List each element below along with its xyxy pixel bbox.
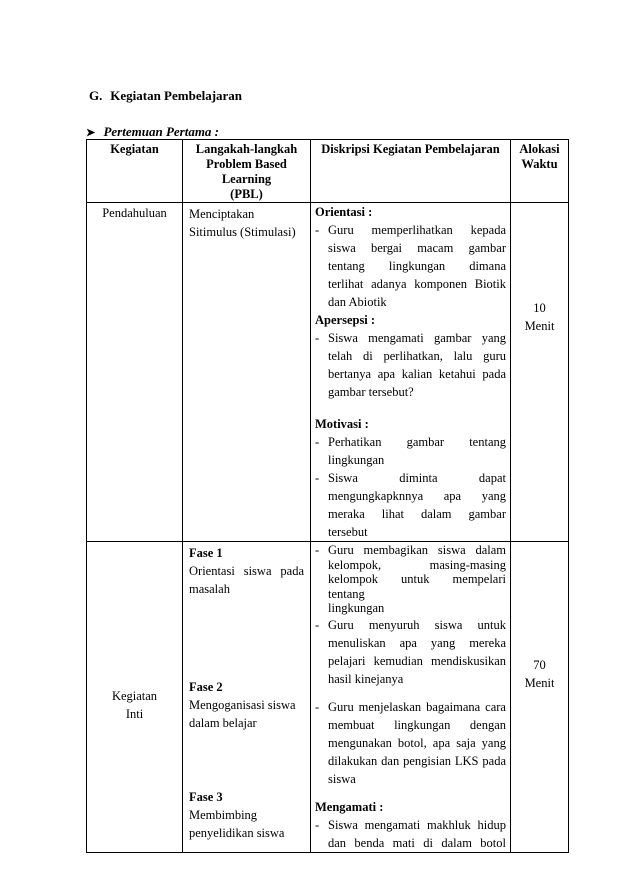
arrow-bullet-icon: ➤ (86, 127, 96, 139)
pbl-step-label: Menciptakan (189, 207, 255, 221)
orientasi-title: Orientasi : (315, 205, 373, 219)
header-langkah-pbl: Langakah-langkah Problem Based Learning (PBL) (183, 140, 311, 203)
cell-kegiatan-inti: Kegiatan Inti (87, 542, 183, 853)
fase-2: Fase 2 Mengoganisasi siswa dalam belajar (189, 680, 296, 730)
meeting-title: Pertemuan Pertama : (103, 124, 220, 139)
cell-pbl-fase (183, 542, 311, 853)
waktu-value: 10 (533, 301, 546, 315)
cell-deskripsi-inti (311, 542, 511, 853)
cell-pbl-stimulus (183, 203, 311, 542)
list-item: - Siswa diminta dapat mengungkapknnya apa yang meraka lihat dalam gambar tersebut (315, 471, 506, 539)
apersepsi-title: Apersepsi : (315, 313, 376, 327)
waktu-value: 70 (533, 658, 546, 672)
list-item: - Guru memperlihatkan kepada siswa bergai macam gambar tentang lingkungan dimana terlihat adanya komponen Biotik dan Abiotik (315, 223, 506, 309)
section-title: Kegiatan Pembelajaran (110, 88, 243, 103)
waktu-unit: Menit (524, 676, 555, 690)
header-deskripsi: Diskripsi Kegiatan Pembelajaran (311, 140, 511, 203)
list-item: - Perhatikan gambar tentang lingkungan (315, 435, 506, 467)
list-item: - Guru menjelaskan bagaimana cara membuat lingkungan dengan mengunakan botol, apa saja yang dilakukan dan pengisian LKS pada siswa (315, 699, 506, 786)
table-header-row (87, 140, 569, 203)
lesson-activity-table (86, 139, 569, 853)
cell-kegiatan-pendahuluan: Pendahuluan (87, 203, 183, 542)
header-alokasi-waktu: Alokasi Waktu (511, 140, 569, 203)
table-row-inti (87, 542, 569, 853)
fase-1: Fase 1 Orientasi siswa pada masalah (189, 546, 304, 596)
section-heading (89, 88, 242, 104)
list-item: - Guru menyuruh siswa untuk menuliskan apa yang mereka pelajari kemudian mendiskusikan hasil kinejanya (315, 617, 506, 686)
motivasi-title: Motivasi : (315, 417, 369, 431)
cell-waktu-pendahuluan (511, 203, 569, 542)
pbl-step-label: Sitimulus (Stimulasi) (189, 225, 296, 239)
cell-waktu-inti (511, 542, 569, 853)
list-item: - Siswa mengamati makhluk hidup dan benda mati di dalam botol (315, 817, 506, 850)
header-kegiatan: Kegiatan (87, 140, 183, 203)
section-number: G. (89, 88, 103, 103)
list-item: - Siswa mengamati gambar yang telah di perlihatkan, lalu guru bertanya apa kalian ketahui pada gambar tersebut? (315, 331, 506, 399)
waktu-unit: Menit (524, 319, 555, 333)
table-row-pendahuluan (87, 203, 569, 542)
mengamati-title: Mengamati : (315, 799, 384, 814)
fase-3: Fase 3 Membimbing penyelidikan siswa (189, 790, 285, 840)
cell-deskripsi-pendahuluan (311, 203, 511, 542)
list-item: - Guru membagikan siswa dalam kelompok, masing-masing kelompok untuk mempelari tentang lingkungan (315, 543, 506, 615)
